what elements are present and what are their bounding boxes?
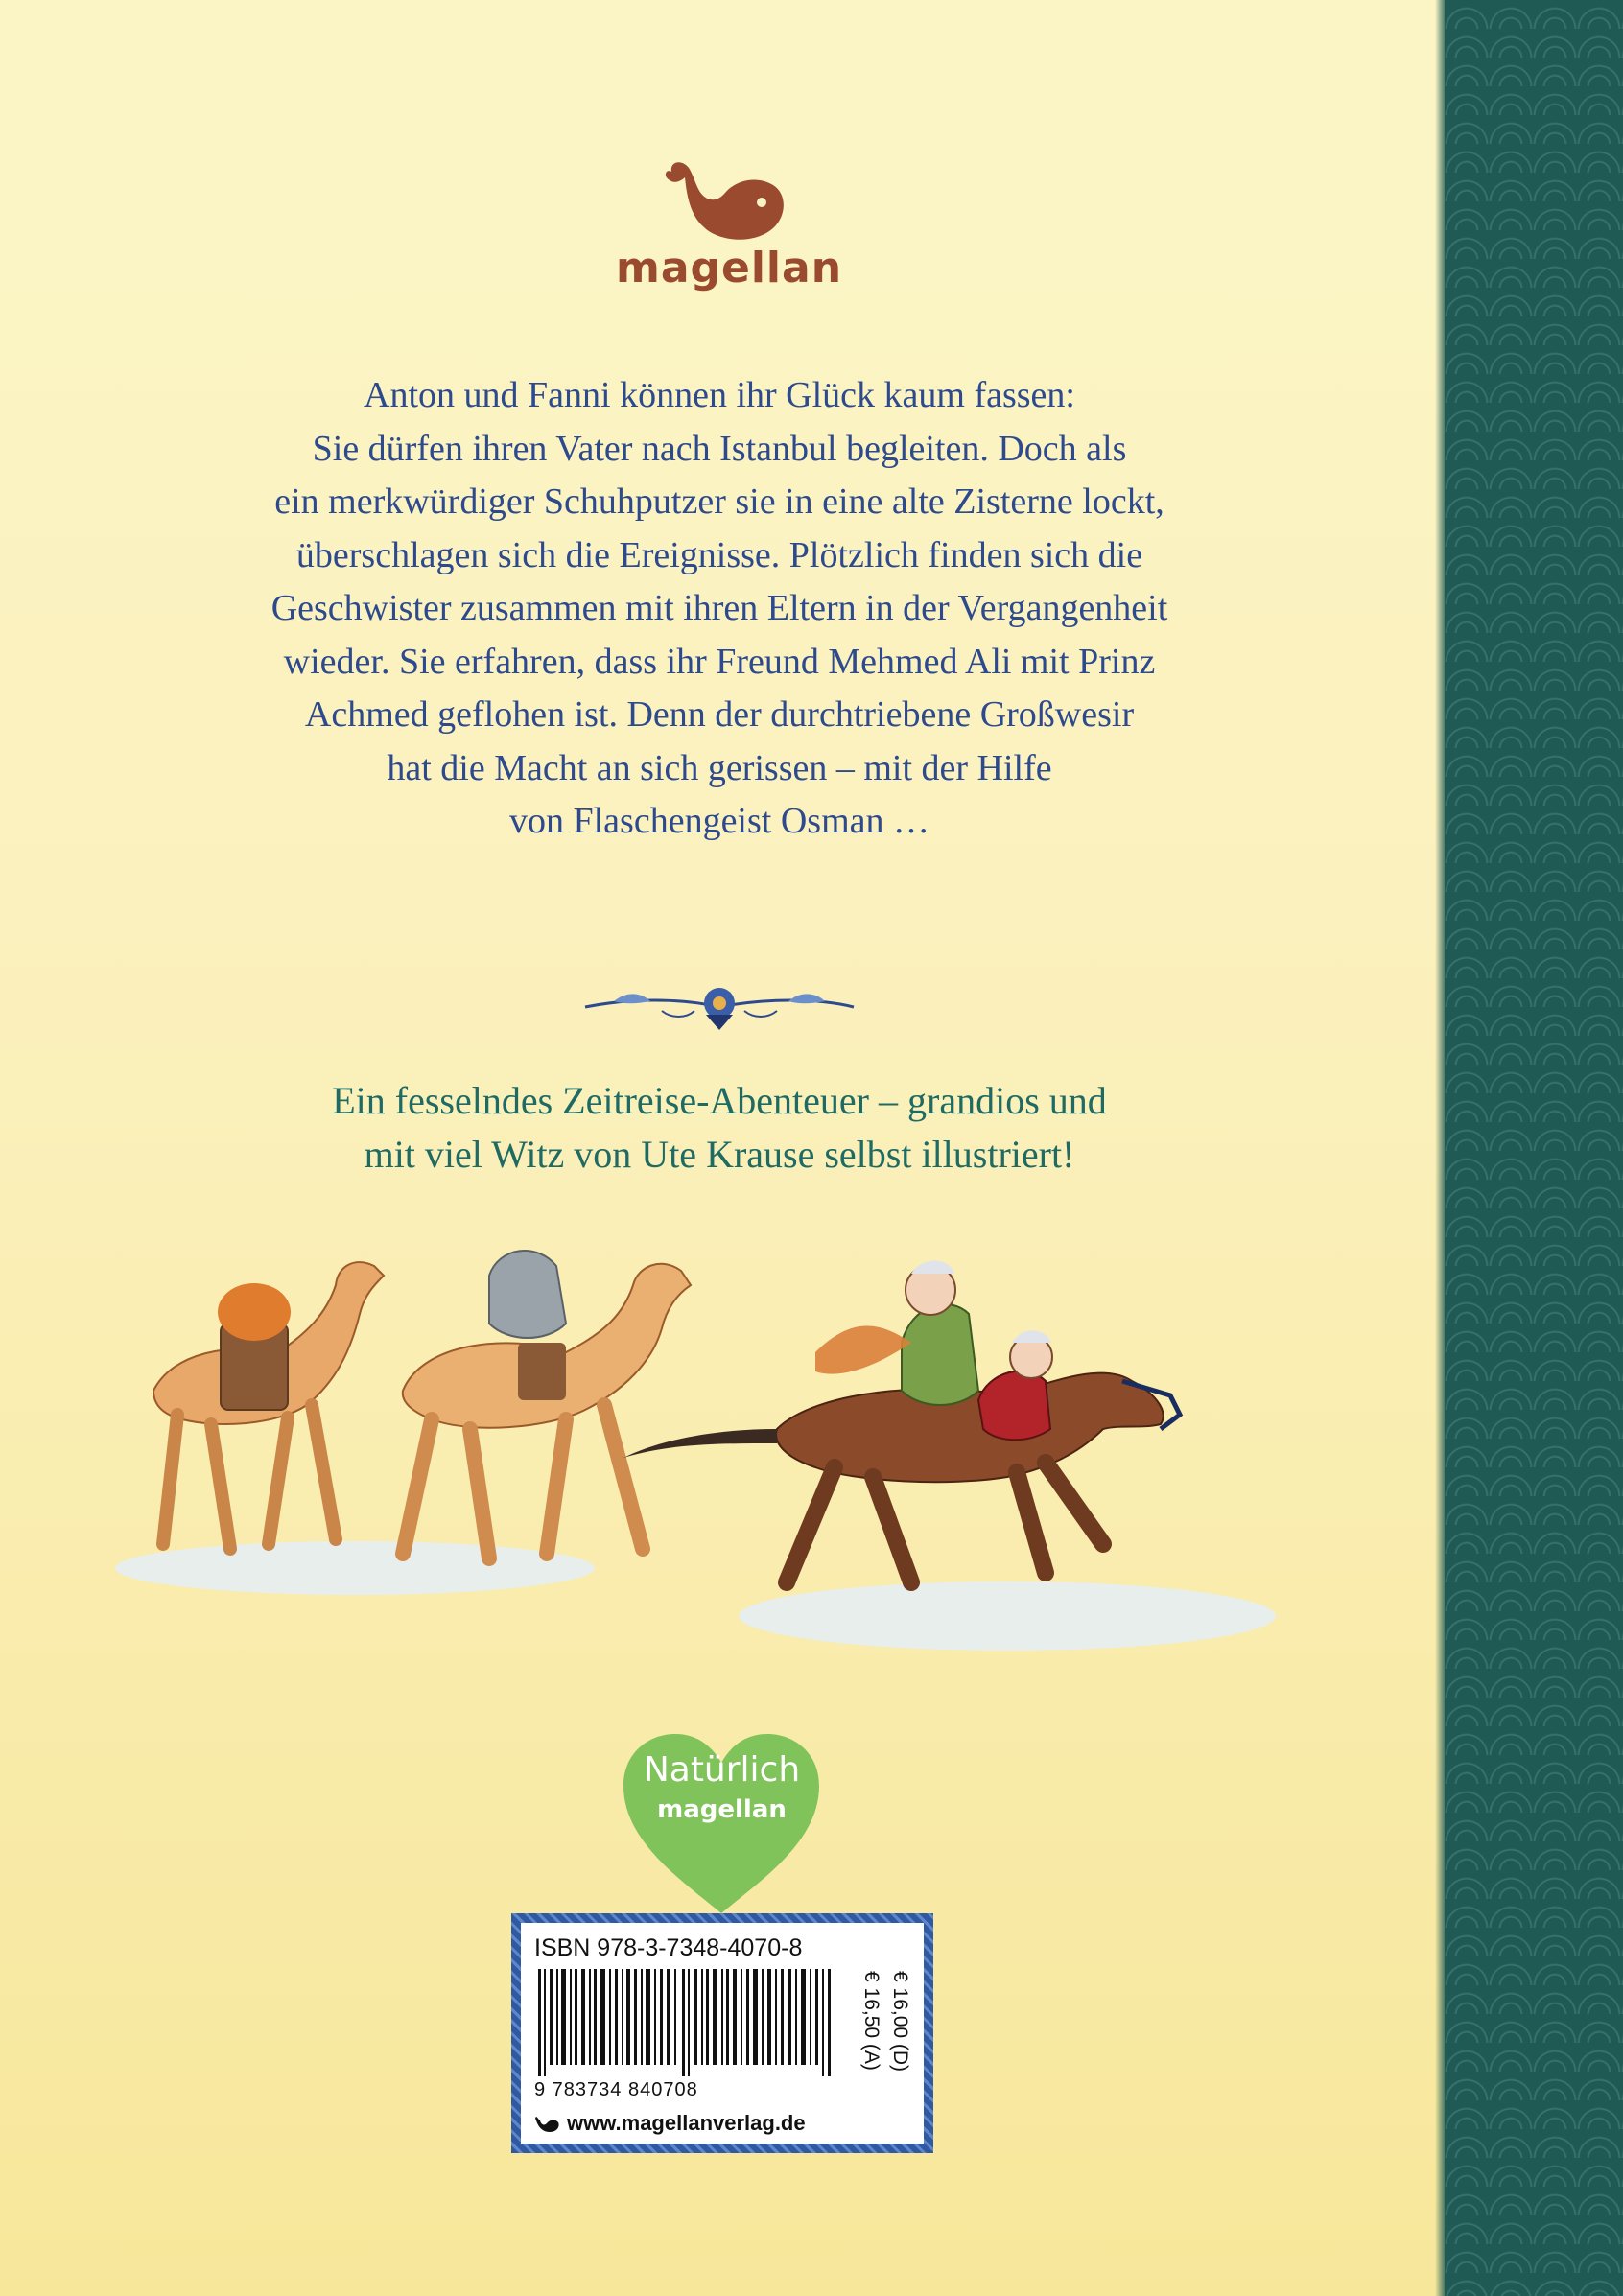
whale-icon [662, 158, 796, 249]
blurb-line: wieder. Sie erfahren, dass ihr Freund Mehmed Ali mit Prinz [283, 641, 1156, 682]
blurb-line: hat die Macht an sich gerissen – mit der Hilfe [387, 747, 1052, 788]
price-at: € 16,50 (A) [860, 1971, 882, 2071]
barcode-digits: 9 783734 840708 [534, 2079, 698, 2100]
camels-and-rider-illustration [86, 1199, 1429, 1678]
badge-line-1: Natürlich [643, 1750, 801, 1790]
blurb-line: ein merkwürdiger Schuhputzer sie in eine alte Zisterne lockt, [274, 481, 1164, 522]
barcode-box [521, 1923, 924, 2144]
whale-icon [534, 2115, 561, 2134]
website [534, 2111, 806, 2136]
isbn-label: ISBN 978-3-7348-4070-8 [534, 1934, 803, 1961]
blurb-line: von Flaschengeist Osman … [508, 801, 929, 841]
blurb-line: Sie dürfen ihren Vater nach Istanbul begleiten. Doch als [312, 428, 1127, 469]
blurb-line: Geschwister zusammen mit ihren Eltern in der Vergangenheit [270, 588, 1168, 628]
barcode-icon [534, 1969, 841, 2076]
blurb-line: überschlagen sich die Ereignisse. Plötzlich finden sich die [295, 534, 1143, 575]
tagline-text [144, 1074, 1295, 1182]
publisher-logo [614, 158, 844, 293]
logo-wordmark: magellan [615, 244, 843, 293]
barcode-panel [511, 1913, 933, 2153]
prices [847, 1971, 914, 2105]
blurb-text [144, 369, 1295, 849]
price-de: € 16,00 (D) [889, 1971, 911, 2073]
tagline-line: Ein fesselndes Zeitreise-Abenteuer – grandios und [332, 1079, 1107, 1122]
website-url: www.magellanverlag.de [567, 2111, 806, 2135]
tagline-line: mit viel Witz von Ute Krause selbst illustriert! [364, 1133, 1075, 1176]
blurb-line: Anton und Fanni können ihr Glück kaum fassen: [364, 375, 1075, 415]
badge-line-2: magellan [657, 1795, 787, 1824]
blurb-line: Achmed geflohen ist. Denn der durchtriebene Großwesir [304, 694, 1135, 735]
ornament-divider [576, 969, 863, 1036]
spine-pattern [1445, 0, 1623, 2296]
